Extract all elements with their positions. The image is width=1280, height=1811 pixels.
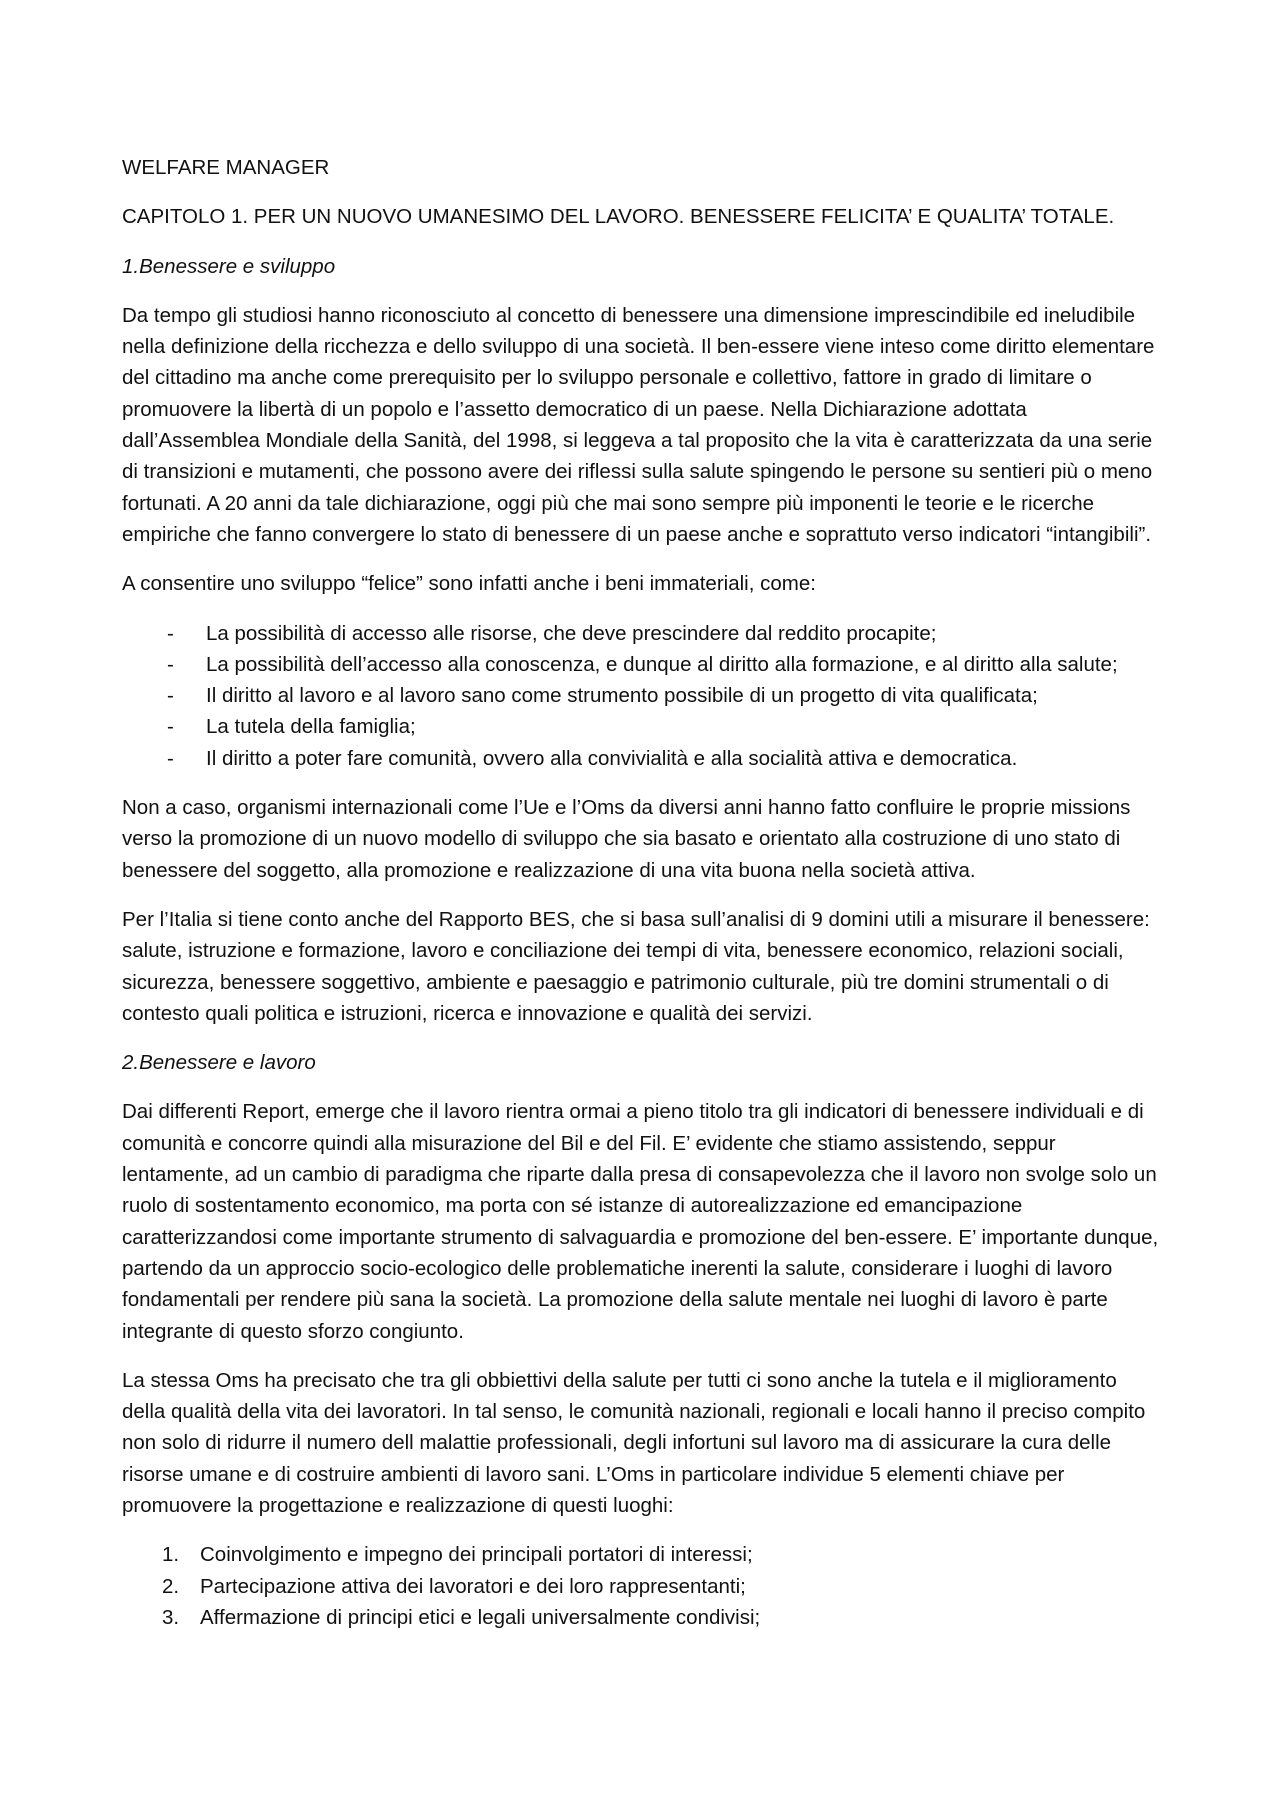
list-item-text: La possibilità dell’accesso alla conoscenza, e dunque al diritto alla formazione, e al diritto alla salute; [206, 652, 1118, 676]
numbered-item [122, 1571, 1162, 1602]
list-intro: A consentire uno sviluppo “felice” sono infatti anche i beni immateriali, come: [122, 572, 816, 596]
dash-list [122, 618, 1162, 774]
numbered-item-text: Coinvolgimento e impegno dei principali portatori di interessi; [200, 1543, 753, 1567]
list-item [122, 743, 1162, 774]
list-item-text: La possibilità di accesso alle risorse, che deve prescindere dal reddito procapite; [206, 621, 937, 645]
list-bullet: - [167, 652, 174, 676]
item-number: 1. [162, 1543, 180, 1567]
paragraph: Per l’Italia si tiene conto anche del Rapporto BES, che si basa sull’analisi di 9 domini utili a misurare il benessere: salute, istruzione e formazione, lavoro e conciliazione dei tempi di vita, benessere economico, relazioni sociali, sicurezza, benessere soggettivo, ambiente e paesaggio e patrimonio culturale, più tre domini strumentali o di contesto quali politica e istruzioni, ricerca e innovazione e qualità dei servizi. [122, 907, 1150, 1025]
list-item [122, 618, 1162, 649]
chapter-title: CAPITOLO 1. PER UN NUOVO UMANESIMO DEL LAVORO. BENESSERE FELICITA’ E QUALITA’ TOTALE. [122, 205, 1115, 229]
item-number: 2. [162, 1574, 180, 1598]
paragraph: Dai differenti Report, emerge che il lavoro rientra ormai a pieno titolo tra gli indicatori di benessere individuali e di comunità e concorre quindi alla misurazione del Bil e del Fil. E’ evidente che stiamo assistendo, seppur lentamente, ad un cambio di paradigma che riparte dalla presa di consapevolezza che il lavoro non svolge solo un ruolo di sostentamento economico, ma porta con sé istanze di autorealizzazione ed emancipazione caratterizzandosi come importante strumento di salvaguardia e promozione del ben-essere. E’ importante dunque, partendo da un approccio socio-ecologico delle problematiche inerenti la salute, considerare i luoghi di lavoro fondamentali per rendere più sana la società. La promozione della salute mentale nei luoghi di lavoro è parte integrante di questo sforzo congiunto. [122, 1100, 1159, 1343]
paragraph: La stessa Oms ha precisato che tra gli obbiettivi della salute per tutti ci sono anche la tutela e il miglioramento della qualità della vita dei lavoratori. In tal senso, le comunità nazionali, regionali e locali hanno il preciso compito non solo di ridurre il numero dell malattie professionali, degli infortuni sul lavoro ma di assicurare la cura delle risorse umane e di costruire ambienti di lavoro sani. L’Oms in particolare individue 5 elementi chiave per promuovere la progettazione e realizzazione di questi luoghi: [122, 1368, 1146, 1517]
list-item-text: Il diritto a poter fare comunità, ovvero alla convivialità e alla socialità attiva e democratica. [206, 746, 1018, 770]
paragraph: Da tempo gli studiosi hanno riconosciuto al concetto di benessere una dimensione imprescindibile ed ineludibile nella definizione della ricchezza e dello sviluppo di una società. Il ben-essere viene inteso come diritto elementare del cittadino ma anche come prerequisito per lo sviluppo personale e collettivo, fattore in grado di limitare o promuovere la libertà di un popolo e l’assetto democratico di un paese. Nella Dichiarazione adottata dall’Assemblea Mondiale della Sanità, del 1998, si leggeva a tal proposito che la vita è caratterizzata da una serie di transizioni e mutamenti, che possono avere dei riflessi sulla salute spingendo le persone su sentieri più o meno fortunati. A 20 anni da tale dichiarazione, oggi più che mai sono sempre più imponenti le teorie e le ricerche empiriche che fanno convergere lo stato di benessere di un paese anche e soprattuto verso indicatori “intangibili”. [122, 303, 1155, 546]
section-heading-2: 2.Benessere e lavoro [122, 1051, 316, 1075]
list-item-text: La tutela della famiglia; [206, 715, 416, 739]
list-item [122, 680, 1162, 711]
list-bullet: - [167, 621, 174, 645]
numbered-item [122, 1602, 1162, 1633]
list-item [122, 649, 1162, 680]
course-title: WELFARE MANAGER [122, 156, 330, 179]
list-bullet: - [167, 715, 174, 739]
list-item-text: Il diritto al lavoro e al lavoro sano come strumento possibile di un progetto di vita qualificata; [206, 684, 1038, 708]
document-page [122, 152, 1162, 1651]
list-bullet: - [167, 746, 174, 770]
numbered-item-text: Partecipazione attiva dei lavoratori e dei loro rappresentanti; [200, 1574, 746, 1598]
paragraph: Non a caso, organismi internazionali come l’Ue e l’Oms da diversi anni hanno fatto confluire le proprie missions verso la promozione di un nuovo modello di sviluppo che sia basato e orientato alla costruzione di uno stato di benessere del soggetto, alla promozione e realizzazione di una vita buona nella società attiva. [122, 796, 1131, 882]
numbered-item-text: Affermazione di principi etici e legali universalmente condivisi; [200, 1605, 761, 1629]
numbered-item [122, 1539, 1162, 1570]
list-item [122, 711, 1162, 742]
section-heading-1: 1.Benessere e sviluppo [122, 254, 336, 278]
item-number: 3. [162, 1605, 180, 1629]
list-bullet: - [167, 684, 174, 708]
numbered-list [122, 1539, 1162, 1633]
